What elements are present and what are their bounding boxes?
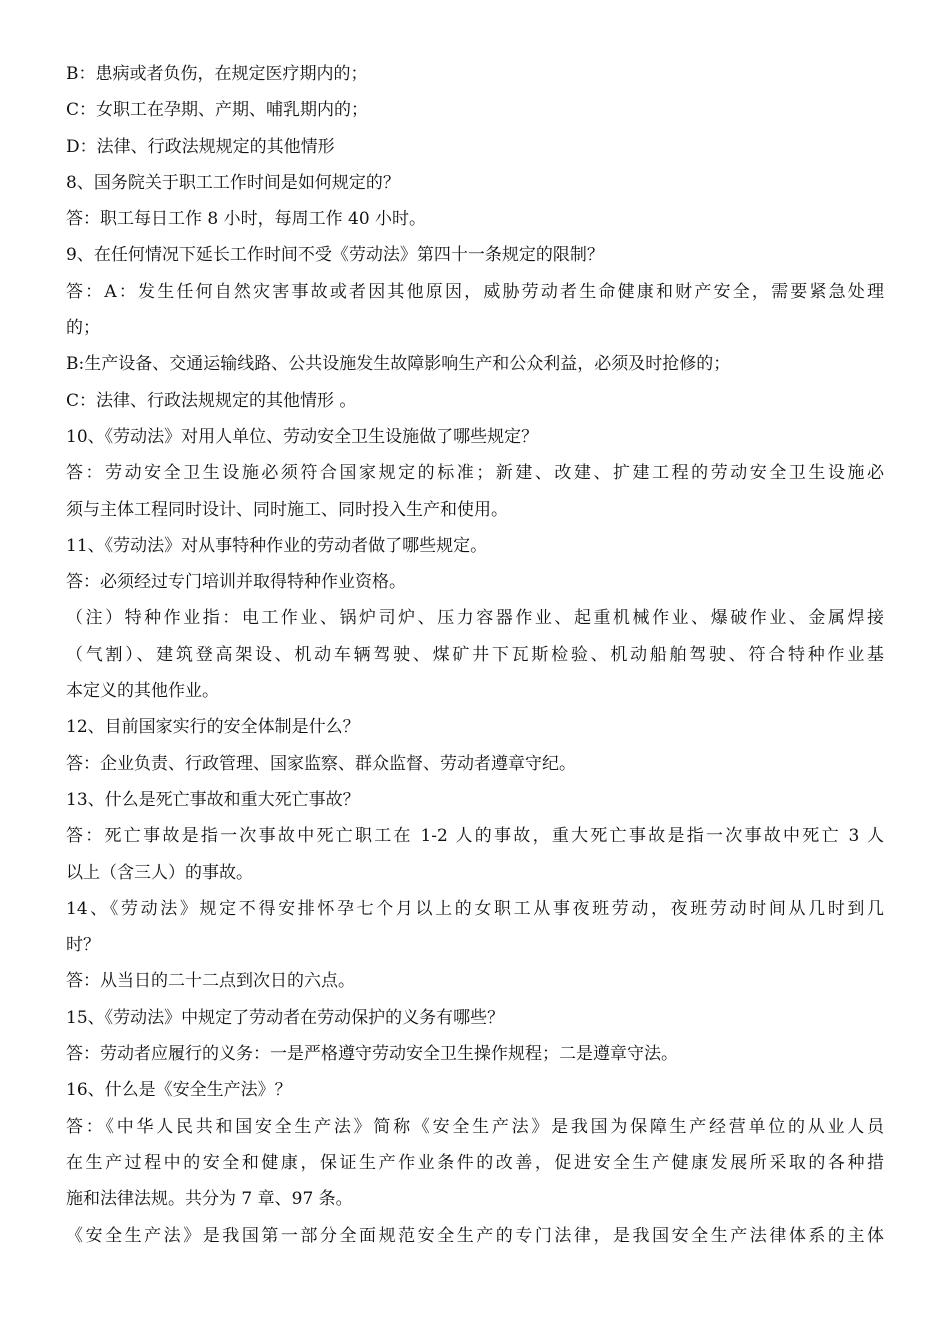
text-line: 答：必须经过专门培训并取得特种作业资格。 <box>66 572 406 593</box>
text-line: 本定义的其他作业。 <box>66 681 219 702</box>
text-line: 答：职工每日工作 8 小时，每周工作 40 小时。 <box>66 209 427 230</box>
text-line: 以上（含三人）的事故。 <box>66 862 253 883</box>
text-line: 11、《劳动法》对从事特种作业的劳动者做了哪些规定。 <box>66 535 488 556</box>
text-line: 答：从当日的二十二点到次日的六点。 <box>66 971 355 992</box>
text-line: B:生产设备、交通运输线路、公共设施发生故障影响生产和公众利益，必须及时抢修的； <box>66 354 731 375</box>
text-line: 9、在任何情况下延长工作时间不受《劳动法》第四十一条规定的限制？ <box>66 245 604 266</box>
text-line: 答：劳动安全卫生设施必须符合国家规定的标准；新建、改建、扩建工程的劳动安全卫生设施必 <box>66 463 884 484</box>
text-line: 10、《劳动法》对用人单位、劳动安全卫生设施做了哪些规定？ <box>66 426 539 447</box>
text-line: 《安全生产法》是我国第一部分全面规范安全生产的专门法律，是我国安全生产法律体系的主体 <box>66 1225 884 1246</box>
text-line: （注）特种作业指：电工作业、锅炉司炉、压力容器作业、起重机械作业、爆破作业、金属焊接 <box>66 608 884 629</box>
text-line: 8、国务院关于职工工作时间是如何规定的？ <box>66 172 400 193</box>
text-line: 15、《劳动法》中规定了劳动者在劳动保护的义务有哪些？ <box>66 1007 505 1028</box>
text-line: 须与主体工程同时设计、同时施工、同时投入生产和使用。 <box>66 499 508 520</box>
text-line: 施和法律法规。共分为 7 章、97 条。 <box>66 1189 353 1210</box>
text-line: 12、目前国家实行的安全体制是什么？ <box>66 717 360 738</box>
text-line: 答：A：发生任何自然灾害事故或者因其他原因，威胁劳动者生命健康和财产安全，需要紧急处理 <box>66 281 884 302</box>
text-line: B：患病或者负伤，在规定医疗期内的； <box>66 64 368 84</box>
text-line: C：女职工在孕期、产期、哺乳期内的； <box>66 100 369 121</box>
document-body <box>66 56 884 1254</box>
text-line: 在生产过程中的安全和健康，保证生产作业条件的改善，促进安全生产健康发展所采取的各种措 <box>66 1152 884 1173</box>
text-line: C：法律、行政法规规定的其他情形 。 <box>66 390 357 411</box>
text-line: 16、什么是《安全生产法》？ <box>66 1080 292 1101</box>
text-line: （气割）、建筑登高架设、机动车辆驾驶、煤矿井下瓦斯检验、机动船舶驾驶、符合特种作业基 <box>66 644 884 665</box>
text-line: 答：企业负责、行政管理、国家监察、群众监督、劳动者遵章守纪。 <box>66 753 576 774</box>
text-line: 时？ <box>66 935 100 956</box>
text-line: 答：劳动者应履行的义务：一是严格遵守劳动安全卫生操作规程；二是遵章守法。 <box>66 1044 678 1065</box>
text-line: 答：《中华人民共和国安全生产法》简称《安全生产法》是我国为保障生产经营单位的从业人员 <box>66 1116 884 1137</box>
text-line: 13、什么是死亡事故和重大死亡事故？ <box>66 789 360 810</box>
text-line: D：法律、行政法规规定的其他情形 <box>66 136 335 157</box>
text-line: 的； <box>66 318 100 339</box>
text-line: 14、《劳动法》规定不得安排怀孕七个月以上的女职工从事夜班劳动，夜班劳动时间从几时到几 <box>66 898 884 919</box>
text-line: 答：死亡事故是指一次事故中死亡职工在 1-2 人的事故，重大死亡事故是指一次事故中死亡 3 人 <box>66 826 884 847</box>
